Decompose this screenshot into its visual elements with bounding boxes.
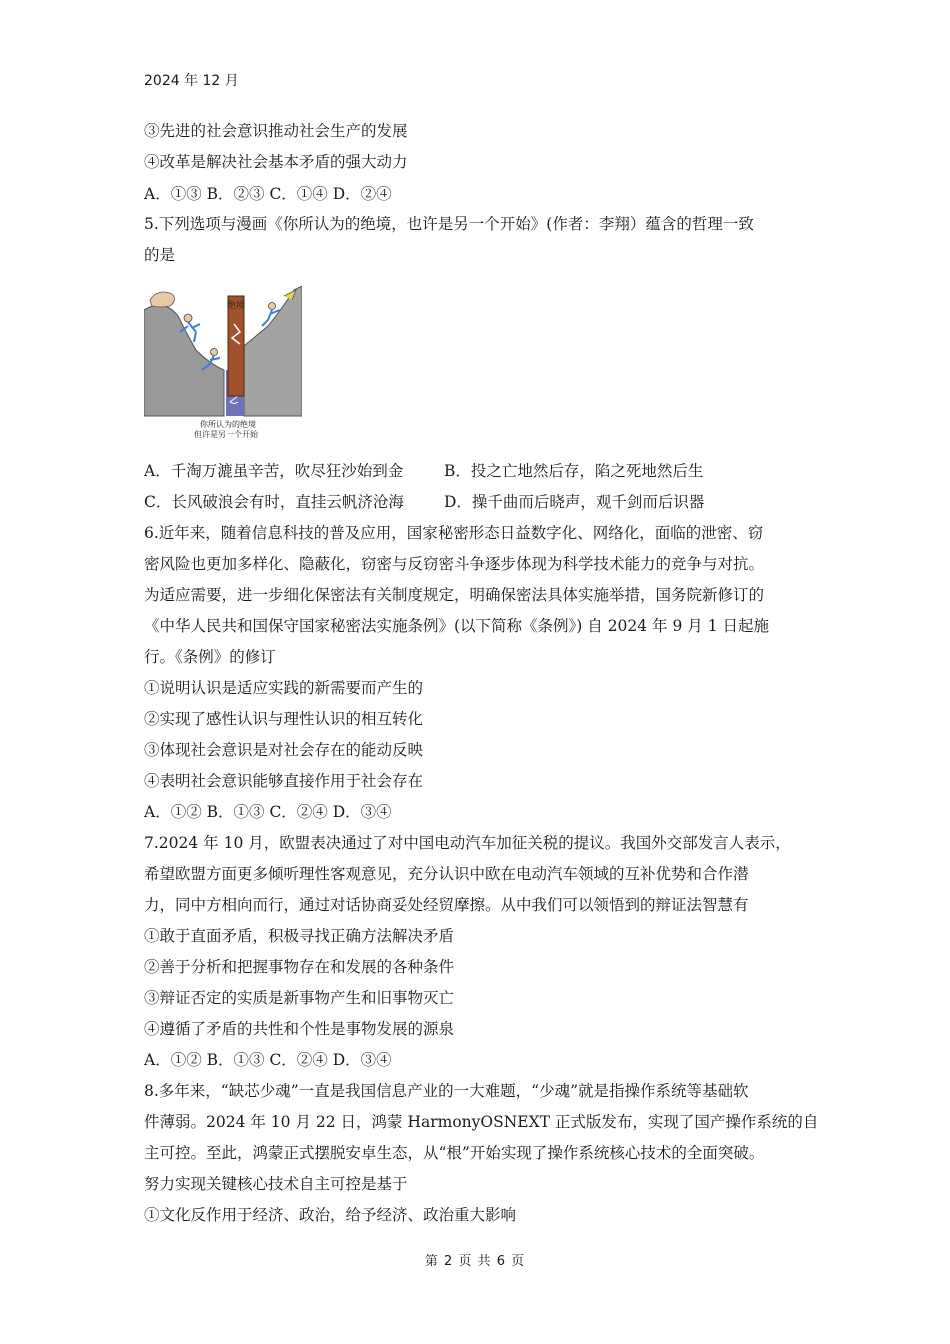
question-8-line: 主可控。至此，鸿蒙正式摆脱安卓生态，从“根”开始实现了操作系统核心技术的全面突破。 [144, 1144, 765, 1162]
option-d: D．操千曲而后晓声，观千剑而后识器 [444, 493, 705, 511]
option-b: B．投之亡地然后存，陷之死地然后生 [444, 462, 704, 480]
question-6-item: ④表明社会意识能够直接作用于社会存在 [144, 772, 424, 790]
question-7-line: 希望欧盟方面更多倾听理性客观意见，充分认识中欧在电动汽车领域的互补优势和合作潜 [144, 865, 749, 883]
question-8-line: 努力实现关键核心技术自主可控是基于 [144, 1175, 408, 1193]
question-5-options-row1 [144, 461, 703, 481]
question-7-item: ①敢于直面矛盾，积极寻找正确方法解决矛盾 [144, 927, 455, 945]
question-6-line: 行。《条例》的修订 [144, 648, 276, 666]
cartoon-illustration [144, 286, 302, 440]
text-line: ③先进的社会意识推动社会生产的发展 [144, 122, 408, 140]
question-7-options: A．①② B．①③ C．②④ D．③④ [144, 1051, 392, 1069]
header-date: 2024 年 12 月 [144, 73, 239, 89]
question-6-item: ①说明认识是适应实践的新需要而产生的 [144, 679, 424, 697]
pillar-label: 绝境 [226, 301, 246, 311]
page-number: 第 2 页 共 6 页 [424, 1254, 526, 1269]
question-7-item: ③辩证否定的实质是新事物产生和旧事物灭亡 [144, 989, 455, 1007]
question-8-line: 8.多年来，“缺芯少魂”一直是我国信息产业的一大难题，“少魂”就是指操作系统等基础软 [144, 1082, 749, 1100]
question-5-line: 的是 [144, 246, 176, 264]
figure-caption-line2: 但许是另一个开始 [194, 430, 258, 439]
question-5-options-row2 [144, 492, 704, 512]
option-a: A．千淘万漉虽辛苦，吹尽狂沙始到金 [144, 462, 404, 480]
question-7-item: ④遵循了矛盾的共性和个性是事物发展的源泉 [144, 1020, 455, 1038]
question-6-line: 6.近年来，随着信息科技的普及应用，国家秘密形态日益数字化、网络化，面临的泄密、窃 [144, 524, 764, 542]
question-6-item: ③体现社会意识是对社会存在的能动反映 [144, 741, 424, 759]
question-7-line: 7.2024 年 10 月，欧盟表决通过了对中国电动汽车加征关税的提议。我国外交部发言人表示， [144, 834, 791, 852]
question-6-item: ②实现了感性认识与理性认识的相互转化 [144, 710, 424, 728]
question-6-line: 密风险也更加多样化、隐蔽化，窃密与反窃密斗争逐步体现为科学技术能力的竞争与对抗。 [144, 555, 765, 573]
question-7-item: ②善于分析和把握事物存在和发展的各种条件 [144, 958, 455, 976]
options-line: A．①③ B．②③ C．①④ D．②④ [144, 185, 392, 203]
question-8-line: 件薄弱。2024 年 10 月 22 日，鸿蒙 HarmonyOSNEXT 正式版发布，实现了国产操作系统的自 [144, 1113, 819, 1131]
text-line: ④改革是解决社会基本矛盾的强大动力 [144, 153, 408, 171]
question-7-line: 力，同中方相向而行，通过对话协商妥处经贸摩擦。从中我们可以领悟到的辩证法智慧有 [144, 896, 749, 914]
figure-caption-line1: 你所认为的绝境 [200, 420, 256, 429]
question-6-line: 为适应需要，进一步细化保密法有关制度规定，明确保密法具体实施举措，国务院新修订的 [144, 586, 765, 604]
question-6-options: A．①② B．①③ C．②④ D．③④ [144, 803, 392, 821]
question-6-line: 《中华人民共和国保守国家秘密法实施条例》(以下简称《条例》) 自 2024 年 9 月 1 日起施 [144, 617, 770, 635]
question-8-item: ①文化反作用于经济、政治，给予经济、政治重大影响 [144, 1206, 517, 1224]
option-c: C．长风破浪会有时，直挂云帆济沧海 [144, 493, 404, 511]
question-5-line: 5.下列选项与漫画《你所认为的绝境，也许是另一个开始》(作者：李翔）蕴含的哲理一致 [144, 215, 754, 233]
